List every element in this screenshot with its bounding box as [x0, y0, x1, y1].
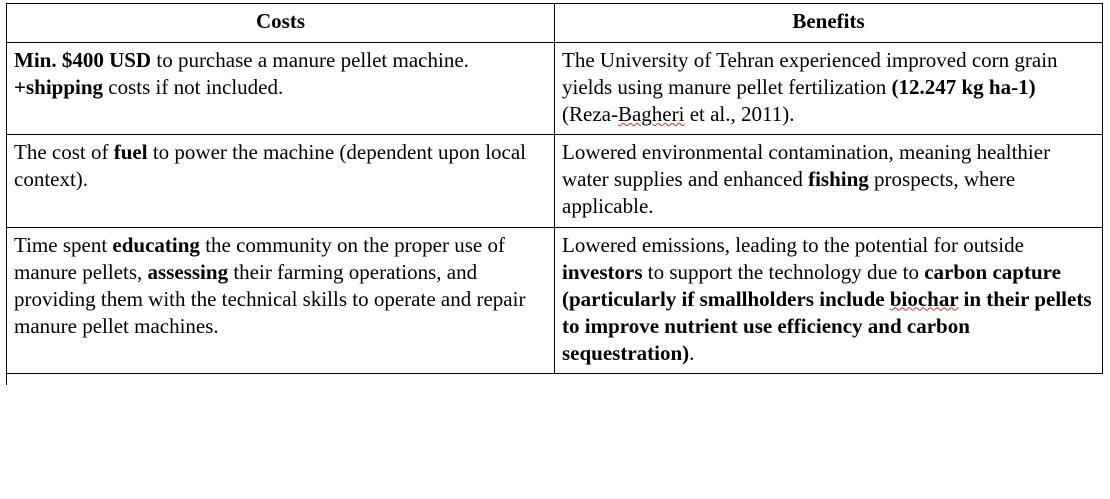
- table-row: [7, 227, 1103, 373]
- cell-costs-3: [7, 227, 555, 373]
- cell-benefits-3-text: Lowered emissions, leading to the potential for outside investors to support the technology due to carbon capture (particularly if smallholders include biochar in their pellets to improve nutrient use efficiency and carbon sequestration).: [562, 232, 1092, 365]
- table-row: [7, 135, 1103, 227]
- cell-benefits-1-text: The University of Tehran experienced improved corn grain yields using manure pellet fertilization (12.247 kg ha-1) (Reza-Bagheri et al., 2011).: [562, 48, 1058, 127]
- cell-costs-1: [7, 43, 555, 135]
- cell-benefits-2-text: Lowered environmental contamination, meaning healthier water supplies and enhanced fishing prospects, where applicable.: [562, 140, 1051, 219]
- table-bottom-edge-marker: [6, 374, 1102, 386]
- cell-benefits-2: [555, 135, 1103, 227]
- cell-costs-2: [7, 135, 555, 227]
- column-header-benefits: Benefits: [555, 4, 1103, 43]
- costs-benefits-table: [6, 3, 1103, 374]
- table-header-row: [7, 4, 1103, 43]
- cell-costs-3-text: Time spent educating the community on the proper use of manure pellets, assessing their farming operations, and providing them with the technical skills to operate and repair manure pellet machines.: [14, 232, 526, 338]
- cell-benefits-3: [555, 227, 1103, 373]
- table-row: [7, 43, 1103, 135]
- column-header-costs: Costs: [7, 4, 555, 43]
- cell-costs-1-text: Min. $400 USD to purchase a manure pellet machine. +shipping costs if not included.: [14, 48, 469, 100]
- cell-costs-2-text: The cost of fuel to power the machine (dependent upon local context).: [14, 140, 527, 192]
- cell-benefits-1: [555, 43, 1103, 135]
